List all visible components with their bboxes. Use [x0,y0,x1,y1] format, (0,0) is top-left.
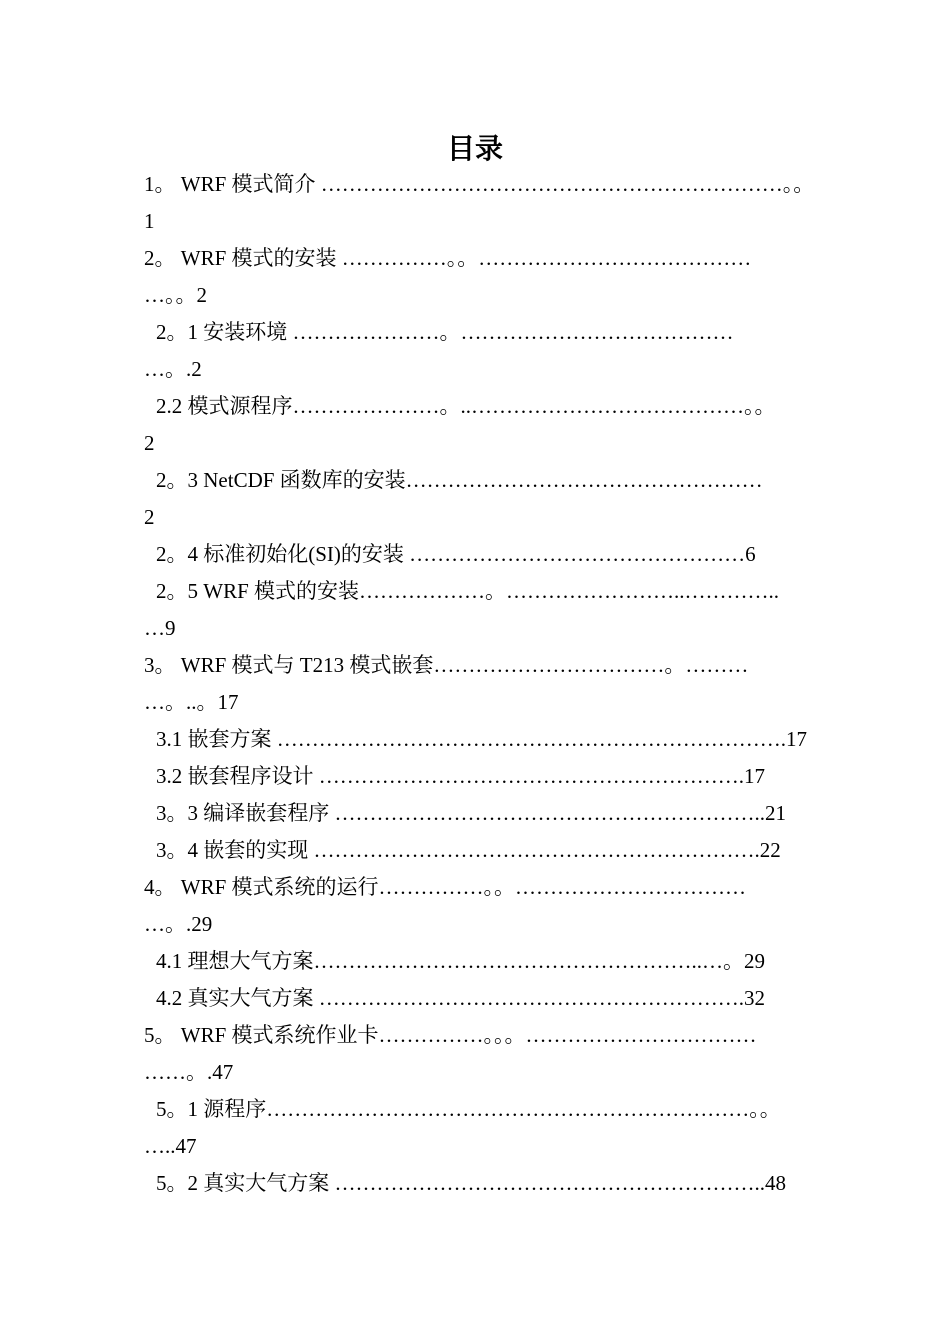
page-title: 目录 [446,134,503,165]
toc-line: 3.2 嵌套程序设计 …………………………………………………….17 [156,764,765,788]
toc-line: …..47 [144,1134,197,1158]
toc-line: 5。1 源程序……………………………………………………………。。 [156,1097,781,1121]
toc-line: 3。 WRF 模式与 T213 模式嵌套……………………………。……… [144,653,749,677]
toc-line: 1。 WRF 模式简介 …………………………………………………………。。 [144,172,815,196]
toc-line: 2.2 模式源程序…………………。..…………………………………。。 [156,394,776,418]
toc-line: …9 [144,616,176,640]
toc-line: 5。2 真实大气方案 ……………………………………………………..48 [156,1171,786,1195]
table-of-contents [144,166,834,1202]
toc-line: 3。3 编译嵌套程序 ……………………………………………………..21 [156,801,786,825]
toc-line: 2。 WRF 模式的安装 ……………。。………………………………… [144,246,752,270]
toc-line: 1 [144,209,155,233]
toc-line: 3.1 嵌套方案 ……………………………………………………………….17 [156,727,807,751]
toc-line: 2。5 WRF 模式的安装………………。……………………..………….. [156,579,780,603]
toc-line: …。。2 [144,283,207,307]
toc-line: …。.2 [144,357,202,381]
toc-line: 2 [144,431,155,455]
toc-line: 2。4 标准初始化(SI)的安装 …………………………………………6 [156,542,756,566]
toc-line: 5。 WRF 模式系统作业卡……………。。。…………………………… [144,1023,757,1047]
toc-line: 3。4 嵌套的实现 ……………………………………………………….22 [156,838,781,862]
toc-line: ……。.47 [144,1060,234,1084]
toc-line: 2 [144,505,155,529]
toc-line: 4.2 真实大气方案 …………………………………………………….32 [156,986,765,1010]
toc-line: 2。3 NetCDF 函数库的安装…………………………………………… [156,468,763,492]
toc-line: …。..。17 [144,690,239,714]
toc-line: 2。1 安装环境 …………………。………………………………… [156,320,734,344]
toc-line: 4.1 理想大气方案………………………………………………..…。29 [156,949,765,973]
toc-line: 4。 WRF 模式系统的运行……………。。…………………………… [144,875,747,899]
toc-line: …。.29 [144,912,213,936]
